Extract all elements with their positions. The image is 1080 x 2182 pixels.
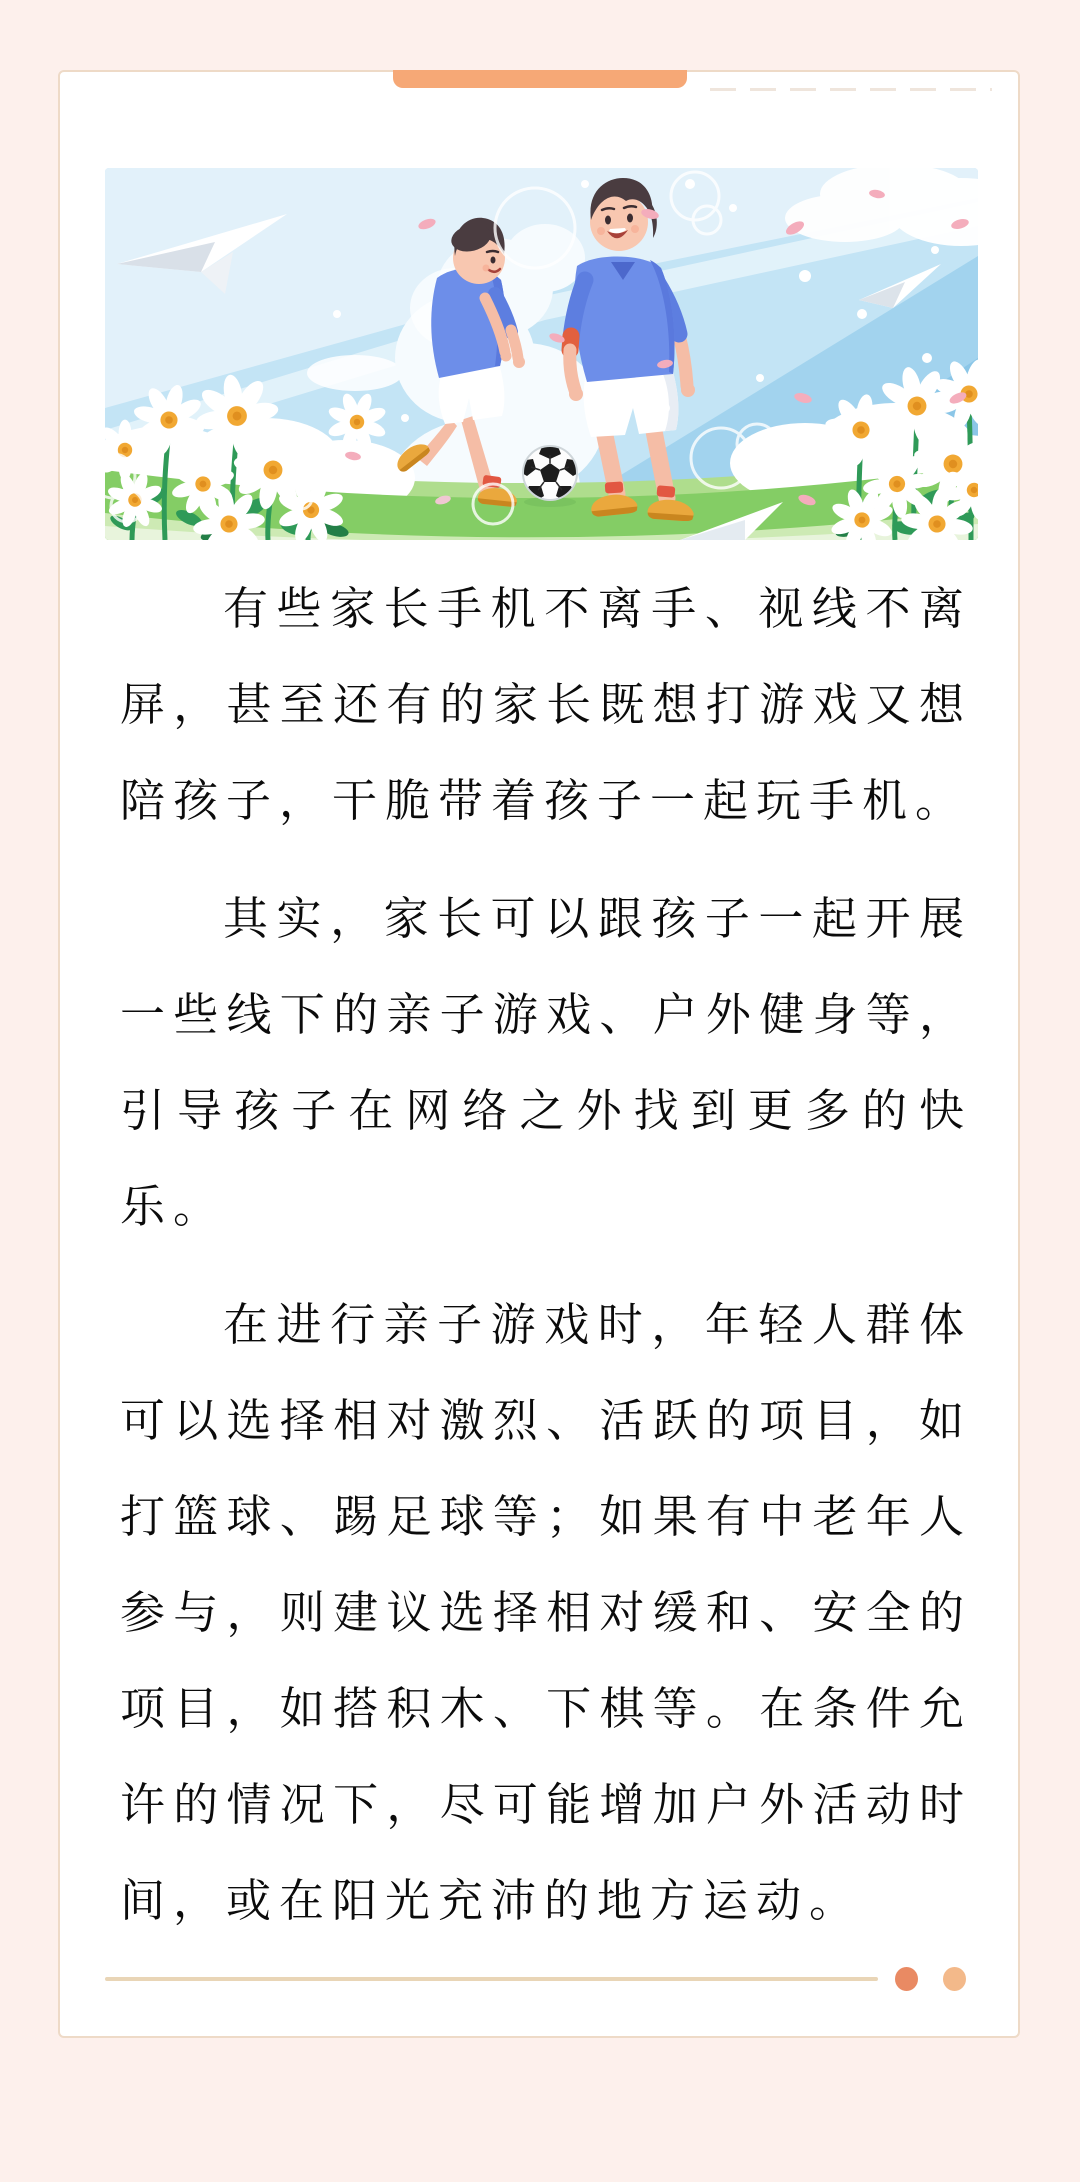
- paragraph: 有些家长手机不离手、视线不离屏，甚至还有的家长既想打游戏又想陪孩子，干脆带着孩子一起玩手机。: [120, 583, 972, 826]
- hero-illustration-svg: [105, 168, 978, 540]
- dot-icon: [943, 1967, 966, 1991]
- footer-decoration: [105, 1967, 978, 1991]
- article-body: [120, 561, 972, 1971]
- dot-icon: [895, 1967, 918, 1991]
- hero-illustration: [105, 168, 978, 540]
- divider-line: [105, 1977, 878, 1981]
- tab-accent: [393, 70, 687, 88]
- paragraph: 在进行亲子游戏时，年轻人群体可以选择相对激烈、活跃的项目，如打篮球、踢足球等；如果有中老年人参与，则建议选择相对缓和、安全的项目，如搭积木、下棋等。在条件允许的情况下，尽可能增加户外活动时间，或在阳光充沛的地方运动。: [120, 1299, 972, 1926]
- dashed-decoration: [710, 88, 992, 91]
- article-card: [58, 70, 1020, 2038]
- paragraph: 其实，家长可以跟孩子一起开展一些线下的亲子游戏、户外健身等，引导孩子在网络之外找到更多的快乐。: [120, 893, 972, 1232]
